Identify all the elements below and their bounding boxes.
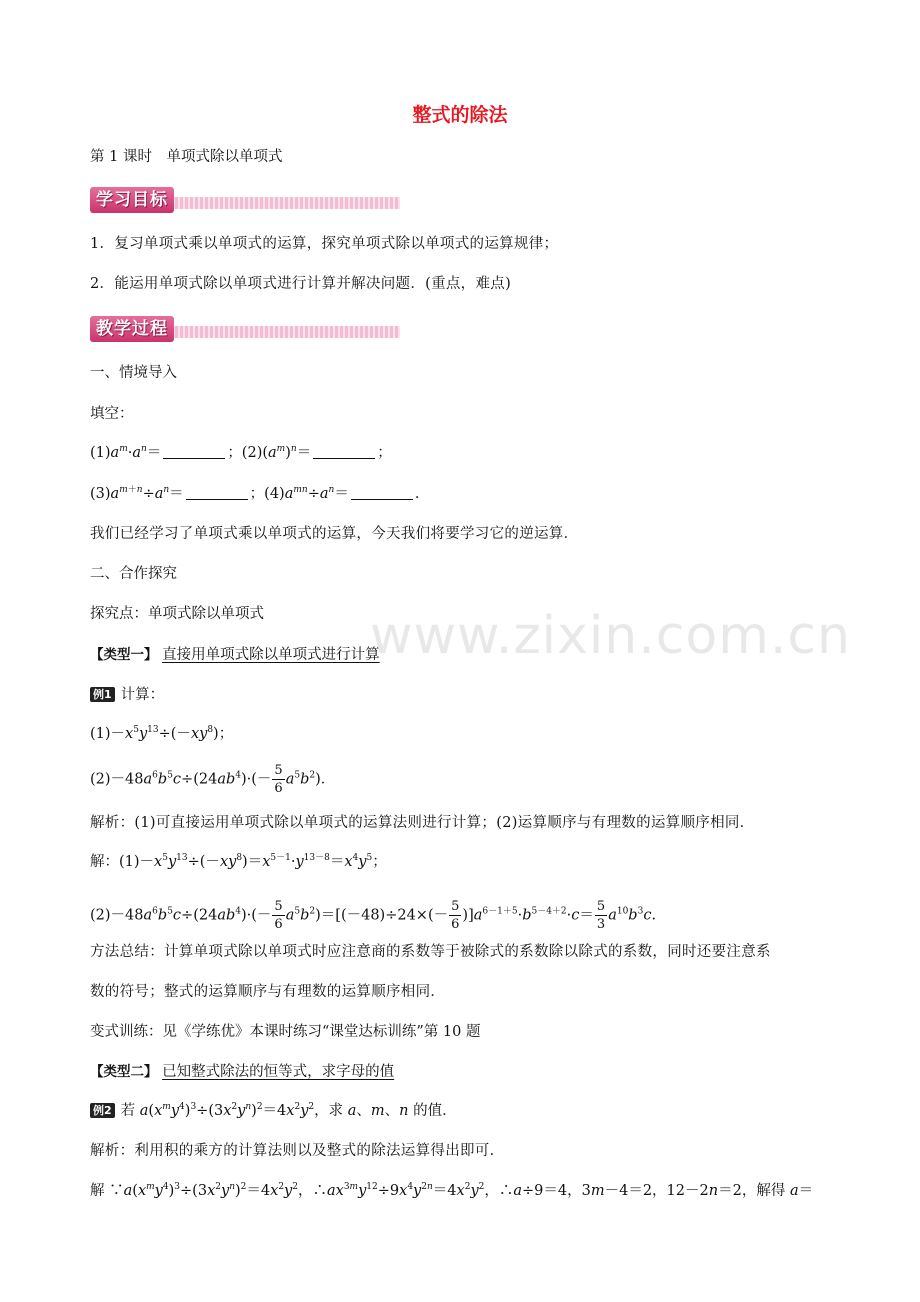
solution-2: $(2)-48a^6b^5c\div(24ab^4)\cdot(-$ $\frac{5}{6}$ $a^5b^2)=[(-48)\div 24\times(-$ $\frac{5}{6}$ )]$a^{6-1+5}\cdot b^{5-4+2}\cdot c=$ $\frac{5}{3}$ $a^{10}b^3c$. <box>90 899 657 932</box>
method-summary-line-2: 数的符号；整式的运算顺序与有理数的运算顺序相同． <box>90 984 446 1000</box>
example-1-analysis: 解析：(1)可直接运用单项式除以单项式的运算法则进行计算；(2)运算顺序与有理数的运算顺序相同． <box>90 815 755 831</box>
objective-1: 1．复习单项式乘以单项式的运算，探究单项式除以单项式的运算规律； <box>90 236 559 252</box>
intro-summary: 我们已经学习了单项式乘以单项式的运算，今天我们将要学习它的逆运算． <box>90 526 579 542</box>
section-header-objectives <box>90 187 400 213</box>
solution-example-2: 解 $\because a(x^my^4)^3\div(3x^2y^n)^2=4x^2y^2$，$\therefore ax^{3m}y^{12}\div 9x^4y^{2n}=4x^2y^2$，∴a÷9＝4，3m－4＝2，12－2n＝2，解得 a＝ <box>90 1182 814 1199</box>
document-title: 整式的除法 <box>412 104 508 126</box>
fill-item-3-4: $(3)a^{m+n}\div a^n=$ ；$(4)a^{mn}\div a^n=$ ． <box>90 485 430 502</box>
part2-heading: 二、合作探究 <box>90 566 177 582</box>
example-1-item-1: $(1)-x^5y^{13}\div(-xy^8)$； <box>90 725 234 742</box>
example-badge: 例1 <box>90 687 115 702</box>
example-1-prompt: 例1 计算： <box>90 685 164 705</box>
type1-title: 直接用单项式除以单项式进行计算 <box>162 647 380 663</box>
part1-heading: 一、情境导入 <box>90 365 177 381</box>
example-1-item-2: $(2)-48a^6b^5c\div(24ab^4)\cdot(-$ $\frac{5}{6}$ $a^5b^2$)． <box>90 763 336 796</box>
section-header-process <box>90 316 400 342</box>
section-header-label: 教学过程 <box>90 316 174 342</box>
type1-heading <box>90 645 380 665</box>
fill-prompt: 填空： <box>90 406 134 422</box>
example-2-analysis: 解析：利用积的乘方的计算法则以及整式的除法运算得出即可． <box>90 1143 505 1159</box>
type2-heading <box>90 1062 394 1082</box>
type1-tag: 【类型一】 <box>90 647 158 663</box>
solution-1: 解：$(1)-x^5y^{13}\div(-xy^8)=x^{5-1}\cdot y^{13-8}=x^4y^5$； <box>90 853 387 870</box>
type2-title: 已知整式除法的恒等式，求字母的值 <box>162 1064 395 1080</box>
example-2-prompt: 例2 若 $a(x^my^4)^3\div(3x^2y^n)^2=4x^2y^2$，求 a、m、n 的值． <box>90 1101 457 1121</box>
section-header-label: 学习目标 <box>90 187 174 213</box>
lesson-subtitle: 第 1 课时 单项式除以单项式 <box>90 149 283 165</box>
type2-tag: 【类型二】 <box>90 1064 158 1080</box>
example-badge: 例2 <box>90 1103 115 1118</box>
variant-training: 变式训练：见《学练优》本课时练习“课堂达标训练”第 10 题 <box>90 1024 481 1040</box>
objective-2: 2．能运用单项式除以单项式进行计算并解决问题．(重点，难点) <box>90 276 512 292</box>
fill-item-1-2: $(1)a^m\cdot a^n=$ ；$(2)(a^m)^n=$ ； <box>90 444 392 461</box>
watermark: www.zixin.com.cn <box>370 606 851 666</box>
method-summary-line-1: 方法总结：计算单项式除以单项式时应注意商的系数等于被除式的系数除以除式的系数，同时还要注意系 <box>90 944 771 960</box>
explore-point: 探究点：单项式除以单项式 <box>90 606 264 622</box>
